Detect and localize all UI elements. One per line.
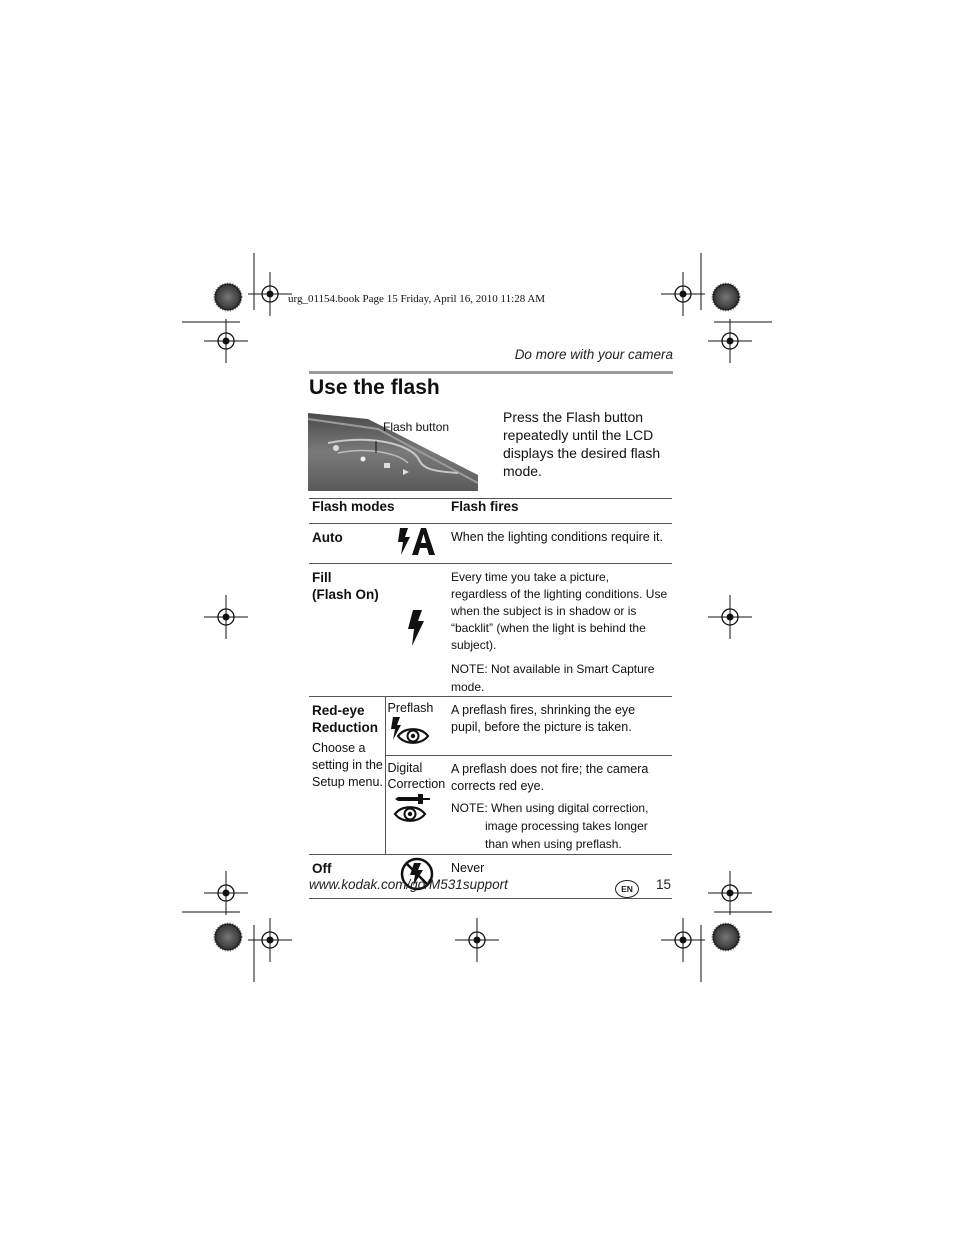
mode-fill-label2: (Flash On): [312, 587, 379, 602]
mode-auto-desc: When the lighting conditions require it.: [448, 524, 672, 564]
table-row: [309, 564, 672, 697]
col-header-fires: Flash fires: [448, 499, 672, 524]
photo-caption: Flash button: [383, 420, 450, 434]
digital-label: Digital Correction: [387, 761, 446, 791]
running-header: Do more with your camera: [514, 347, 673, 362]
red-eye-digital-icon: [392, 792, 436, 828]
col-header-modes: Flash modes: [309, 499, 448, 524]
support-url: www.kodak.com/go/M531support: [309, 877, 508, 892]
page-title: Use the flash: [309, 376, 440, 399]
page-number: 15: [656, 877, 672, 892]
intro-text: Press the Flash button repeatedly until the LCD displays the desired flash mode.: [503, 409, 661, 479]
mode-fill-desc: Every time you take a picture, regardless of the lighting conditions. Use when the subject is in shadow or is “backlit” (when the light is behind the subject).: [451, 570, 668, 652]
table-row: [309, 697, 672, 756]
header-rule: [309, 371, 673, 374]
language-badge: EN: [615, 880, 639, 898]
mode-auto-label: Auto: [309, 524, 385, 564]
mode-off-label: Off: [309, 855, 385, 899]
flash-modes-table: [309, 498, 672, 899]
digital-note: NOTE: When using digital correction, image processing takes longer than when using preflash.: [451, 801, 649, 851]
mode-redeye-label2: Reduction: [312, 720, 378, 735]
table-header-row: [309, 499, 672, 524]
flash-on-icon: [404, 608, 430, 648]
table-row: [309, 524, 672, 564]
mode-redeye-sub: Choose a setting in the Setup menu.: [312, 741, 383, 789]
digital-desc: A preflash does not fire; the camera corrects red eye.: [451, 762, 649, 793]
flash-auto-icon: [395, 524, 439, 558]
mode-redeye-label: Red-eye: [312, 703, 365, 718]
preflash-desc: A preflash fires, shrinking the eye pupil, before the picture is taken.: [448, 697, 672, 756]
preflash-label: Preflash: [387, 701, 434, 715]
mode-off-desc: Never: [448, 855, 672, 899]
mode-fill-note: NOTE: Not available in Smart Capture mode.: [451, 662, 655, 694]
print-info: urg_01154.book Page 15 Friday, April 16, 2010 11:28 AM: [288, 293, 546, 305]
red-eye-preflash-icon: [388, 716, 432, 750]
mode-fill-label: Fill: [312, 570, 332, 585]
